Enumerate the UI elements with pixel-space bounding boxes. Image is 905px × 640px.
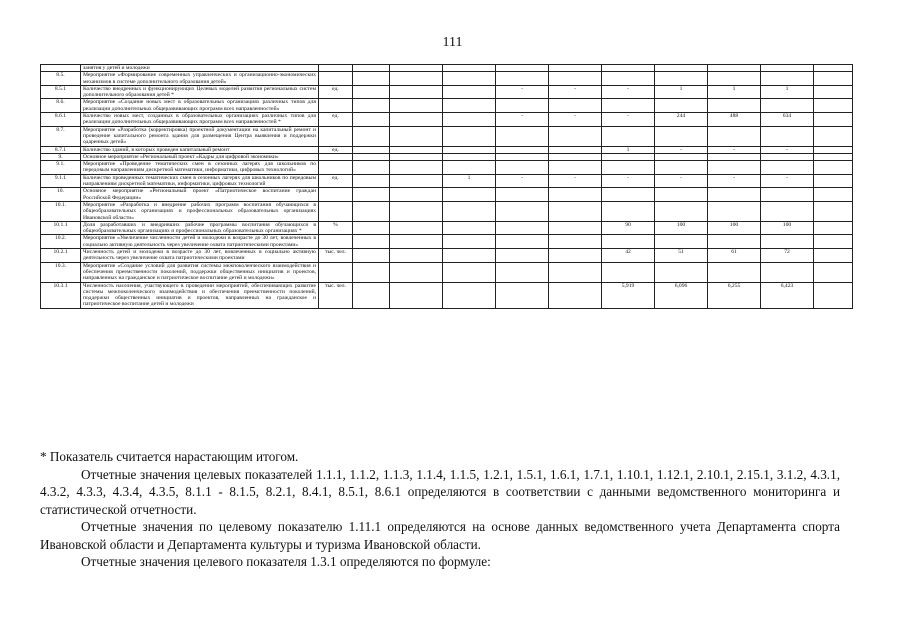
table-cell-c1 bbox=[353, 65, 390, 72]
table-cell-c2 bbox=[390, 85, 443, 99]
table-cell-c4 bbox=[496, 65, 549, 72]
table-cell-text: Численность детей и молодежи в возрасте до 30 лет, вовлеченных в социально активную деятельность через увеличение охвата патриотическими проектами bbox=[81, 249, 319, 263]
table-cell-c6 bbox=[602, 153, 655, 160]
table-cell-num: 10.1. bbox=[41, 201, 81, 221]
table-cell-c6 bbox=[602, 188, 655, 202]
table-cell-c9 bbox=[761, 153, 814, 160]
table-cell-c3 bbox=[443, 161, 496, 175]
table-cell-c3 bbox=[443, 249, 496, 263]
table-cell-c1 bbox=[353, 146, 390, 153]
table-cell-c7 bbox=[655, 201, 708, 221]
table-cell-text: Мероприятие «Увеличение численности детей и молодежи в возрасте до 30 лет, вовлеченных в социально активную деятельность через увеличение охвата патриотическими проектами» bbox=[81, 235, 319, 249]
table-cell-c5 bbox=[549, 126, 602, 146]
table-cell-c7 bbox=[655, 262, 708, 282]
table-cell-c2 bbox=[390, 99, 443, 113]
table-cell-c8 bbox=[708, 126, 761, 146]
table-cell-c3 bbox=[443, 235, 496, 249]
table-cell-c6: 90 bbox=[602, 221, 655, 235]
table-cell-text: занятия у детей и молодежи bbox=[81, 65, 319, 72]
table-cell-text: Основное мероприятие «Региональный проект «Патриотическое воспитание граждан Российской Федерации» bbox=[81, 188, 319, 202]
table-cell-num: 10.3. bbox=[41, 262, 81, 282]
table-cell-c6: - bbox=[602, 85, 655, 99]
table-cell-c8 bbox=[708, 153, 761, 160]
table-cell-c9 bbox=[761, 99, 814, 113]
table-cell-c10 bbox=[814, 262, 853, 282]
table-cell-c6 bbox=[602, 65, 655, 72]
table-cell-text: Мероприятие «Создание новых мест в образовательных организациях различных типов для реализации дополнительных общеразвивающих программ всех направленностей» bbox=[81, 99, 319, 113]
table-cell-c6 bbox=[602, 72, 655, 86]
table-cell-c1 bbox=[353, 201, 390, 221]
table-row bbox=[41, 174, 853, 188]
table-row bbox=[41, 153, 853, 160]
table-cell-num: 9.1.1 bbox=[41, 174, 81, 188]
table-cell-c10 bbox=[814, 153, 853, 160]
table-cell-c8: - bbox=[708, 146, 761, 153]
table-cell-c5 bbox=[549, 65, 602, 72]
table-cell-c3 bbox=[443, 113, 496, 127]
notes-section bbox=[40, 448, 840, 571]
table-cell-c4 bbox=[496, 201, 549, 221]
table-cell-c2 bbox=[390, 113, 443, 127]
table-cell-c5: - bbox=[549, 113, 602, 127]
table-cell-c6: 1 bbox=[602, 146, 655, 153]
table-cell-c10 bbox=[814, 201, 853, 221]
table-cell-c8: 488 bbox=[708, 113, 761, 127]
table-cell-c2 bbox=[390, 235, 443, 249]
table-cell-c3 bbox=[443, 72, 496, 86]
table-cell-text: Мероприятие «Разработка (корректировка) проектной документации на капитальный ремонт и проведение капитального ремонта здания для размещения Центра выявления и поддержки одаренных детей» bbox=[81, 126, 319, 146]
table-row bbox=[41, 146, 853, 153]
table-cell-c4: - bbox=[496, 113, 549, 127]
table-cell-c8 bbox=[708, 188, 761, 202]
table-row bbox=[41, 249, 853, 263]
table-cell-c9 bbox=[761, 262, 814, 282]
table-cell-unit bbox=[319, 126, 353, 146]
table-body bbox=[41, 65, 853, 309]
table-cell-c10 bbox=[814, 235, 853, 249]
table-cell-c8: - bbox=[708, 174, 761, 188]
table-cell-c4 bbox=[496, 221, 549, 235]
table-cell-unit bbox=[319, 99, 353, 113]
table-cell-text: Мероприятие «Проведение тематических смен в сезонных лагерях для школьников по передовым направлениям дискретной математики, информатики, цифровых технологий» bbox=[81, 161, 319, 175]
table-cell-c7: 51 bbox=[655, 249, 708, 263]
table-row bbox=[41, 221, 853, 235]
table-cell-c1 bbox=[353, 72, 390, 86]
table-cell-c8: 6,255 bbox=[708, 282, 761, 308]
table-cell-c6 bbox=[602, 201, 655, 221]
table-cell-num: 8.7.1 bbox=[41, 146, 81, 153]
table-cell-text: Количество внедренных и функционирующих Целевых моделей развития региональных систем дополнительного образования детей * bbox=[81, 85, 319, 99]
table-cell-c10 bbox=[814, 99, 853, 113]
table-cell-c5 bbox=[549, 188, 602, 202]
table-cell-c5 bbox=[549, 249, 602, 263]
table-cell-num: 8.5.1 bbox=[41, 85, 81, 99]
table-cell-unit: тыс. чел. bbox=[319, 249, 353, 263]
table-cell-c2 bbox=[390, 153, 443, 160]
table-cell-c4 bbox=[496, 161, 549, 175]
note-paragraph-1: Отчетные значения целевых показателей 1.1.1, 1.1.2, 1.1.3, 1.1.4, 1.1.5, 1.2.1, 1.5.1, 1.6.1, 1.7.1, 1.10.1, 1.12.1, 2.10.1, 2.15.1, 3.1.2, 4.3.1, 4.3.2, 4.3.3, 4.3.4, 4.3.5, 8.1.1 - 8.1.5, 8.2.1, 8.4.1, 8.5.1, 8.6.1 определяются в соответствии с данными ведомственного мониторинга и статистической отчетности. bbox=[40, 466, 840, 517]
table-cell-text: Основное мероприятие «Региональный проект «Кадры для цифровой экономики» bbox=[81, 153, 319, 160]
table-cell-c1 bbox=[353, 282, 390, 308]
table-cell-c9: 72 bbox=[761, 249, 814, 263]
table-cell-c4 bbox=[496, 126, 549, 146]
table-cell-c2 bbox=[390, 65, 443, 72]
table-cell-c6: 42 bbox=[602, 249, 655, 263]
table-cell-c8: 61 bbox=[708, 249, 761, 263]
table-cell-unit: ед. bbox=[319, 174, 353, 188]
table-cell-c8 bbox=[708, 235, 761, 249]
table-cell-c3 bbox=[443, 188, 496, 202]
table-cell-c4 bbox=[496, 235, 549, 249]
table-cell-c2 bbox=[390, 174, 443, 188]
table-cell-num: 8.5. bbox=[41, 72, 81, 86]
table-cell-c3 bbox=[443, 221, 496, 235]
table-cell-c7: 6,096 bbox=[655, 282, 708, 308]
table-cell-c1 bbox=[353, 99, 390, 113]
table-cell-c1 bbox=[353, 161, 390, 175]
table-cell-c3 bbox=[443, 153, 496, 160]
table-cell-c8: 1 bbox=[708, 85, 761, 99]
table-cell-c5 bbox=[549, 146, 602, 153]
table-cell-c5: - bbox=[549, 174, 602, 188]
table-cell-c8: 100 bbox=[708, 221, 761, 235]
table-cell-num: 10.1.1 bbox=[41, 221, 81, 235]
table-cell-c5 bbox=[549, 221, 602, 235]
table-cell-c4: - bbox=[496, 174, 549, 188]
table-cell-c7: 244 bbox=[655, 113, 708, 127]
table-cell-num: 10.2.1 bbox=[41, 249, 81, 263]
table-cell-text: Количество зданий, в которых проведен капитальный ремонт bbox=[81, 146, 319, 153]
table-cell-num: 10.3.1 bbox=[41, 282, 81, 308]
table-cell-text: Численность населения, участвующего в проведении мероприятий, обеспечивающих развитие системы межпоколенческого взаимодействия и обеспечения преемственности поколений, поддержки общественных инициатив и проектов, направленных на гражданское и патриотическое воспитание детей и молодежи bbox=[81, 282, 319, 308]
table-cell-c6 bbox=[602, 99, 655, 113]
table-row bbox=[41, 65, 853, 72]
table-cell-c9: - bbox=[761, 174, 814, 188]
table-cell-c9: 634 bbox=[761, 113, 814, 127]
table-cell-c2 bbox=[390, 249, 443, 263]
table-cell-c4 bbox=[496, 72, 549, 86]
table-cell-c2 bbox=[390, 262, 443, 282]
table-cell-c8 bbox=[708, 201, 761, 221]
table-cell-text: Мероприятие «Формирование современных управленческих и организационно-экономических механизмов в системе дополнительного образования детей» bbox=[81, 72, 319, 86]
table-cell-c7: - bbox=[655, 146, 708, 153]
table-cell-c5 bbox=[549, 99, 602, 113]
table-row bbox=[41, 282, 853, 308]
table-cell-c4 bbox=[496, 262, 549, 282]
table-cell-c3 bbox=[443, 85, 496, 99]
table-cell-c4 bbox=[496, 249, 549, 263]
table-cell-c4 bbox=[496, 99, 549, 113]
table-cell-c1 bbox=[353, 126, 390, 146]
table-cell-unit bbox=[319, 235, 353, 249]
table-cell-c1 bbox=[353, 174, 390, 188]
table-cell-c2 bbox=[390, 161, 443, 175]
table-row bbox=[41, 235, 853, 249]
note-paragraph-2: Отчетные значения по целевому показателю 1.11.1 определяются на основе данных ведомственного учета Департамента спорта Ивановской области и Департамента культуры и туризма Ивановской области. bbox=[40, 519, 840, 552]
table-cell-num: 9.1. bbox=[41, 161, 81, 175]
table-cell-num: 8.7. bbox=[41, 126, 81, 146]
table-cell-c1 bbox=[353, 85, 390, 99]
table-cell-c1 bbox=[353, 113, 390, 127]
table-cell-c10 bbox=[814, 113, 853, 127]
table-cell-num bbox=[41, 65, 81, 72]
table-cell-c5 bbox=[549, 153, 602, 160]
table-cell-c9 bbox=[761, 65, 814, 72]
table-cell-c3 bbox=[443, 201, 496, 221]
table-cell-c7: - bbox=[655, 174, 708, 188]
table-cell-c6 bbox=[602, 262, 655, 282]
table-cell-c10 bbox=[814, 249, 853, 263]
table-cell-c6: - bbox=[602, 174, 655, 188]
table-cell-c7: 100 bbox=[655, 221, 708, 235]
table-cell-unit bbox=[319, 65, 353, 72]
table-cell-c3 bbox=[443, 126, 496, 146]
table-cell-c2 bbox=[390, 146, 443, 153]
table-cell-c9 bbox=[761, 72, 814, 86]
table-cell-c7 bbox=[655, 153, 708, 160]
table-cell-c3 bbox=[443, 282, 496, 308]
table-row bbox=[41, 113, 853, 127]
table-cell-text: Количество новых мест, созданных в образовательных организациях различных типов для реализации дополнительных общеразвивающих программ всех направленностей * bbox=[81, 113, 319, 127]
table-cell-c3 bbox=[443, 262, 496, 282]
table-cell-unit bbox=[319, 161, 353, 175]
table-cell-text: Доля разработавших и внедривших рабочие программы воспитания обучающихся в общеобразовательных организациях и профессиональных образовательных организациях * bbox=[81, 221, 319, 235]
table-cell-c10 bbox=[814, 282, 853, 308]
table-cell-text: Количество проведенных тематических смен в сезонных лагерях для школьников по передовым направлениям дискретной математики, информатики, цифровых технологий bbox=[81, 174, 319, 188]
table-cell-c1 bbox=[353, 235, 390, 249]
table-cell-c7 bbox=[655, 126, 708, 146]
table-cell-c10 bbox=[814, 72, 853, 86]
table-cell-c8 bbox=[708, 72, 761, 86]
table-cell-c6 bbox=[602, 161, 655, 175]
table-cell-c6 bbox=[602, 235, 655, 249]
table-row bbox=[41, 188, 853, 202]
table-cell-c9 bbox=[761, 126, 814, 146]
table-cell-c4: - bbox=[496, 85, 549, 99]
table-cell-c9: 100 bbox=[761, 221, 814, 235]
table-cell-c1 bbox=[353, 188, 390, 202]
table-cell-c2 bbox=[390, 201, 443, 221]
table-cell-c5 bbox=[549, 282, 602, 308]
table-cell-c10 bbox=[814, 188, 853, 202]
table-cell-unit: ед. bbox=[319, 113, 353, 127]
table-cell-unit bbox=[319, 262, 353, 282]
table-cell-c2 bbox=[390, 126, 443, 146]
table-cell-num: 8.6. bbox=[41, 99, 81, 113]
table-cell-c3 bbox=[443, 146, 496, 153]
table-cell-c5 bbox=[549, 235, 602, 249]
table-cell-c9 bbox=[761, 188, 814, 202]
table-cell-c5 bbox=[549, 161, 602, 175]
table-cell-c8 bbox=[708, 65, 761, 72]
table-cell-c8 bbox=[708, 262, 761, 282]
table-cell-c7: 1 bbox=[655, 85, 708, 99]
table-cell-c2 bbox=[390, 221, 443, 235]
table-cell-c5: - bbox=[549, 85, 602, 99]
table-cell-c7 bbox=[655, 72, 708, 86]
table-cell-c10 bbox=[814, 174, 853, 188]
table-cell-c1 bbox=[353, 249, 390, 263]
page-number: 111 bbox=[442, 35, 463, 50]
table-row bbox=[41, 99, 853, 113]
table-cell-c6: 5,919 bbox=[602, 282, 655, 308]
table-row bbox=[41, 126, 853, 146]
table-cell-c1 bbox=[353, 221, 390, 235]
table-cell-c9: 6,423 bbox=[761, 282, 814, 308]
table-cell-c5 bbox=[549, 72, 602, 86]
table-cell-unit: ед. bbox=[319, 85, 353, 99]
table-cell-c6 bbox=[602, 126, 655, 146]
table-cell-c1 bbox=[353, 153, 390, 160]
table-cell-unit: % bbox=[319, 221, 353, 235]
table-cell-c9: 1 bbox=[761, 85, 814, 99]
table-cell-unit bbox=[319, 72, 353, 86]
table-cell-c8 bbox=[708, 99, 761, 113]
table-cell-c7 bbox=[655, 161, 708, 175]
table-cell-c8 bbox=[708, 161, 761, 175]
table-row bbox=[41, 161, 853, 175]
table-cell-c10 bbox=[814, 161, 853, 175]
table-cell-c9 bbox=[761, 161, 814, 175]
table-cell-c10 bbox=[814, 65, 853, 72]
table-cell-c10 bbox=[814, 221, 853, 235]
table-cell-c2 bbox=[390, 72, 443, 86]
table-row bbox=[41, 262, 853, 282]
table-cell-c5 bbox=[549, 262, 602, 282]
table-cell-unit bbox=[319, 153, 353, 160]
table-cell-c3 bbox=[443, 99, 496, 113]
table-cell-unit: тыс. чел. bbox=[319, 282, 353, 308]
table-cell-text: Мероприятие «Создание условий для развития системы межпоколенческого взаимодействия и обеспечения преемственности поколений, поддержки общественных инициатив и проектов, направленных на гражданское и патриотическое воспитание детей и молодежи» bbox=[81, 262, 319, 282]
indicators-table bbox=[40, 64, 853, 309]
table-cell-unit bbox=[319, 201, 353, 221]
table-cell-unit: ед. bbox=[319, 146, 353, 153]
table-cell-num: 10.2. bbox=[41, 235, 81, 249]
table-cell-c9: - bbox=[761, 146, 814, 153]
table-cell-num: 10. bbox=[41, 188, 81, 202]
table-cell-c4 bbox=[496, 282, 549, 308]
table-row bbox=[41, 201, 853, 221]
table-cell-text: Мероприятие «Разработка и внедрение рабочих программ воспитания обучающихся в общеобразовательных организациях и профессиональных образовательных организациях Ивановской области» bbox=[81, 201, 319, 221]
table-cell-c9 bbox=[761, 235, 814, 249]
table-cell-c3: 1 bbox=[443, 174, 496, 188]
table-cell-c6: - bbox=[602, 113, 655, 127]
table-cell-unit bbox=[319, 188, 353, 202]
table-cell-c7 bbox=[655, 99, 708, 113]
table-cell-c9 bbox=[761, 201, 814, 221]
table-cell-c2 bbox=[390, 282, 443, 308]
table-cell-c10 bbox=[814, 85, 853, 99]
table-cell-c7 bbox=[655, 188, 708, 202]
table-cell-c4 bbox=[496, 146, 549, 153]
table-cell-c10 bbox=[814, 126, 853, 146]
footnote: * Показатель считается нарастающим итогом. bbox=[40, 449, 299, 464]
table-row bbox=[41, 85, 853, 99]
table-cell-num: 9. bbox=[41, 153, 81, 160]
table-cell-c10 bbox=[814, 146, 853, 153]
table-cell-c7 bbox=[655, 65, 708, 72]
table-cell-c5 bbox=[549, 201, 602, 221]
table-cell-c4 bbox=[496, 188, 549, 202]
table-cell-c4 bbox=[496, 153, 549, 160]
table-cell-c1 bbox=[353, 262, 390, 282]
table-cell-num: 8.6.1 bbox=[41, 113, 81, 127]
table-row bbox=[41, 72, 853, 86]
table-cell-c7 bbox=[655, 235, 708, 249]
table-cell-c3 bbox=[443, 65, 496, 72]
note-paragraph-3: Отчетные значения целевого показателя 1.3.1 определяются по формуле: bbox=[81, 554, 491, 569]
table-cell-c2 bbox=[390, 188, 443, 202]
